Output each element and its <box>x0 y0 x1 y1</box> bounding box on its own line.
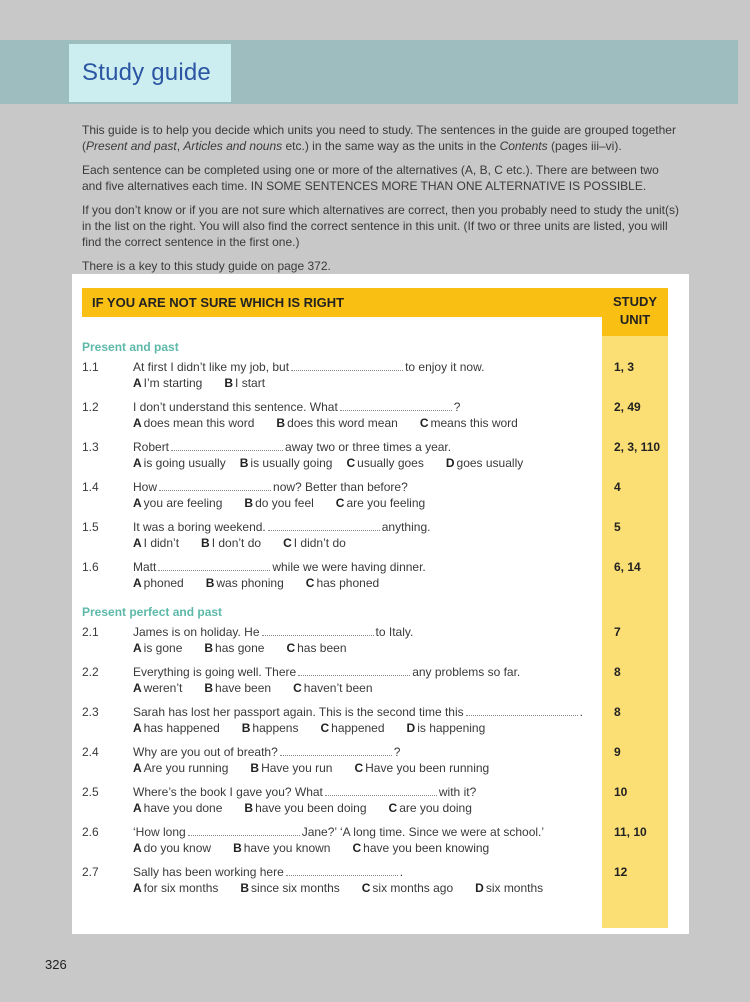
question-number: 2.7 <box>82 865 99 879</box>
alternative-option <box>233 841 330 855</box>
answer-blank <box>262 626 374 636</box>
alternative-letter: A <box>133 496 142 510</box>
answer-blank <box>158 561 270 571</box>
alternative-option <box>346 456 423 470</box>
question-sentence <box>133 745 400 759</box>
alternative-text: has phoned <box>316 576 380 590</box>
question-sentence <box>133 440 451 454</box>
alternative-letter: C <box>320 721 330 735</box>
study-unit-reference: 5 <box>614 520 621 534</box>
alternative-letter: C <box>361 881 371 895</box>
question-sentence <box>133 560 426 574</box>
alternative-letter: C <box>335 496 345 510</box>
answer-blank <box>171 441 283 451</box>
alternative-option <box>240 881 339 895</box>
alternative-letter: B <box>204 641 214 655</box>
alternative-letter: D <box>475 881 484 895</box>
sentence-end: ? <box>393 745 401 759</box>
alternative-option <box>276 416 397 430</box>
question-row <box>82 785 672 821</box>
alternative-option <box>293 681 372 695</box>
alternative-text: I start <box>235 376 266 390</box>
answer-blank <box>291 361 403 371</box>
alternative-text: are you doing <box>399 801 472 815</box>
answer-blank <box>286 866 398 876</box>
study-unit-reference: 10 <box>614 785 628 799</box>
alternative-text: does mean this word <box>143 416 255 430</box>
alternative-letter: B <box>276 416 286 430</box>
title-box <box>69 44 231 102</box>
alternative-text: I didn’t <box>143 536 180 550</box>
alternative-text: is happening <box>417 721 486 735</box>
alternatives <box>133 641 369 655</box>
question-row <box>82 745 672 781</box>
question-row <box>82 560 672 596</box>
sentence-start: Everything is going well. There <box>133 665 297 679</box>
alternative-letter: A <box>133 641 142 655</box>
alternative-option <box>133 881 218 895</box>
alternative-letter: B <box>205 576 215 590</box>
alternative-option <box>240 456 333 470</box>
question-sentence <box>133 400 460 414</box>
question-row <box>82 480 672 516</box>
alternative-option <box>475 881 543 895</box>
answer-blank <box>268 521 380 531</box>
question-number: 2.6 <box>82 825 99 839</box>
alternative-letter: C <box>283 536 292 550</box>
alternative-option <box>446 456 523 470</box>
study-unit-reference: 8 <box>614 705 621 719</box>
alternative-letter: A <box>133 376 142 390</box>
alternative-option <box>224 376 265 390</box>
alternative-option <box>336 496 425 510</box>
alternative-letter: C <box>419 416 429 430</box>
table-header-label: IF YOU ARE NOT SURE WHICH IS RIGHT <box>92 295 345 310</box>
question-number: 1.1 <box>82 360 99 374</box>
sentence-end: any problems so far. <box>412 665 521 679</box>
sentence-end: to Italy. <box>375 625 414 639</box>
question-sentence <box>133 705 583 719</box>
alternative-option <box>244 801 366 815</box>
sentence-start: It was a boring weekend. <box>133 520 266 534</box>
alternative-option <box>250 761 332 775</box>
alternative-letter: B <box>233 841 242 855</box>
alternative-option <box>133 641 182 655</box>
alternative-option <box>244 496 313 510</box>
alternative-option <box>352 841 489 855</box>
alternative-text: has happened <box>143 721 220 735</box>
alternative-letter: B <box>244 801 254 815</box>
study-unit-reference: 11, 10 <box>614 825 647 839</box>
sentence-end: anything. <box>381 520 431 534</box>
page-title: Study guide <box>82 59 211 86</box>
alternative-letter: B <box>240 881 250 895</box>
alternative-text: six months <box>485 881 544 895</box>
alternative-letter: A <box>133 576 142 590</box>
alternative-option <box>133 416 254 430</box>
question-row <box>82 440 672 476</box>
study-unit-reference: 12 <box>614 865 628 879</box>
alternatives <box>133 761 511 775</box>
alternative-option <box>204 641 264 655</box>
alternative-option <box>420 416 518 430</box>
question-sentence <box>133 480 408 494</box>
alternative-option <box>242 721 299 735</box>
sentence-end: away two or three times a year. <box>285 440 452 454</box>
alternative-option <box>133 536 179 550</box>
alternative-text: phoned <box>143 576 184 590</box>
alternative-letter: B <box>241 721 251 735</box>
question-sentence <box>133 625 413 639</box>
alternative-text: usually goes <box>357 456 424 470</box>
alternative-text: for six months <box>143 881 219 895</box>
alternative-option <box>320 721 384 735</box>
question-number: 1.4 <box>82 480 99 494</box>
sentence-start: Sarah has lost her passport again. This is the second time this <box>133 705 464 719</box>
alternative-letter: A <box>133 416 142 430</box>
alternative-letter: A <box>133 801 142 815</box>
alternative-option <box>133 681 182 695</box>
table-header-bar <box>82 288 668 317</box>
alternative-text: are you feeling <box>346 496 426 510</box>
sentence-end: now? Better than before? <box>273 480 408 494</box>
alternative-text: I don’t do <box>211 536 262 550</box>
alternative-text: since six months <box>251 881 340 895</box>
alternative-letter: C <box>293 681 302 695</box>
answer-blank <box>340 401 452 411</box>
question-sentence <box>133 665 520 679</box>
question-number: 1.3 <box>82 440 99 454</box>
alternative-letter: C <box>305 576 315 590</box>
alternative-text: Have you been running <box>365 761 490 775</box>
question-number: 2.4 <box>82 745 99 759</box>
alternative-letter: B <box>204 681 214 695</box>
section-title-present-perfect-past: Present perfect and past <box>82 605 223 619</box>
alternative-letter: C <box>286 641 296 655</box>
sentence-start: Matt <box>133 560 157 574</box>
intro-text <box>82 122 682 282</box>
alternative-text: happens <box>252 721 299 735</box>
alternative-option <box>133 496 222 510</box>
alternative-letter: A <box>133 681 142 695</box>
question-number: 2.3 <box>82 705 99 719</box>
study-unit-reference: 9 <box>614 745 621 759</box>
intro-paragraph-1: This guide is to help you decide which units you need to study. The sentences in the guide are grouped together (Present and past, Articles and nouns etc.) in the same way as the units in the Contents (pages iii–vi). <box>82 123 676 153</box>
sentence-end: to enjoy it now. <box>405 360 485 374</box>
alternative-option <box>133 841 211 855</box>
alternatives <box>133 496 447 510</box>
study-unit-reference: 2, 49 <box>614 400 641 414</box>
alternative-text: have you been doing <box>255 801 367 815</box>
question-number: 2.2 <box>82 665 99 679</box>
alternative-option <box>133 721 220 735</box>
alternatives <box>133 721 507 735</box>
question-row <box>82 360 672 396</box>
alternative-option <box>306 576 379 590</box>
alternative-option <box>133 801 222 815</box>
alternative-text: is usually going <box>250 456 333 470</box>
alternative-letter: B <box>244 496 254 510</box>
alternative-text: have you been knowing <box>363 841 490 855</box>
alternative-option <box>407 721 486 735</box>
alternative-text: have you known <box>243 841 331 855</box>
alternative-text: was phoning <box>216 576 284 590</box>
alternatives <box>133 881 565 895</box>
alternatives <box>133 576 401 590</box>
sentence-start: How <box>133 480 158 494</box>
alternative-text: haven’t been <box>303 681 373 695</box>
question-row <box>82 520 672 556</box>
alternatives <box>133 841 511 855</box>
section-title-present-past: Present and past <box>82 340 179 354</box>
sentence-end: ? <box>453 400 461 414</box>
alternative-letter: B <box>250 761 260 775</box>
alternative-option <box>133 761 228 775</box>
question-number: 2.1 <box>82 625 99 639</box>
alternative-text: Are you running <box>143 761 229 775</box>
alternative-text: Have you run <box>261 761 333 775</box>
alternative-letter: A <box>133 841 142 855</box>
intro-paragraph-3: If you don’t know or if you are not sure which alternatives are correct, then you probably need to study the unit(s) in the list on the right. You will also find the correct sentence in this unit. (If two or three units are listed, you will find the correct sentence in the first one.) <box>82 203 679 249</box>
alternatives <box>133 536 368 550</box>
sentence-start: James is on holiday. He <box>133 625 260 639</box>
sentence-start: ‘How long <box>133 825 186 839</box>
sentence-start: Where’s the book I gave you? What <box>133 785 323 799</box>
alternative-text: do you feel <box>255 496 314 510</box>
alternative-letter: A <box>133 721 142 735</box>
question-row <box>82 625 672 661</box>
question-number: 2.5 <box>82 785 99 799</box>
question-number: 1.6 <box>82 560 99 574</box>
alternative-option <box>206 576 284 590</box>
alternative-option <box>133 456 226 470</box>
answer-blank <box>325 786 437 796</box>
answer-blank <box>159 481 271 491</box>
alternative-option <box>283 536 346 550</box>
study-unit-reference: 7 <box>614 625 621 639</box>
alternatives <box>133 416 540 430</box>
alternative-letter: C <box>388 801 398 815</box>
sentence-end: with it? <box>438 785 477 799</box>
alternative-letter: B <box>239 456 249 470</box>
alternative-text: goes usually <box>456 456 524 470</box>
alternative-text: does this word mean <box>287 416 398 430</box>
alternative-letter: B <box>201 536 210 550</box>
alternative-letter: B <box>224 376 234 390</box>
alternative-text: six months ago <box>372 881 454 895</box>
alternative-text: means this word <box>430 416 518 430</box>
question-row <box>82 400 672 436</box>
alternative-letter: D <box>445 456 455 470</box>
alternative-option <box>389 801 472 815</box>
alternative-option <box>354 761 489 775</box>
sentence-end: Jane?’ ‘A long time. Since we were at school.’ <box>301 825 545 839</box>
page-number: 326 <box>45 957 67 972</box>
intro-paragraph-2: Each sentence can be completed using one or more of the alternatives (A, B, C etc.). There are between two and five alternatives each time. IN SOME SENTENCES MORE THAN ONE ALTERNATIVE IS POSSIBLE. <box>82 163 659 193</box>
study-unit-header: STUDY UNIT <box>602 288 668 336</box>
alternative-text: weren’t <box>143 681 183 695</box>
question-row <box>82 825 672 861</box>
sentence-end: while we were having dinner. <box>272 560 426 574</box>
alternative-text: I didn’t do <box>293 536 346 550</box>
answer-blank <box>466 706 578 716</box>
alternative-text: have you done <box>143 801 223 815</box>
alternative-letter: A <box>133 536 142 550</box>
alternative-text: has been <box>297 641 347 655</box>
sentence-start: I don’t understand this sentence. What <box>133 400 338 414</box>
alternative-text: is going usually <box>143 456 226 470</box>
alternatives <box>133 801 494 815</box>
question-sentence <box>133 865 403 879</box>
question-row <box>82 665 672 701</box>
alternative-option <box>362 881 453 895</box>
alternative-letter: C <box>346 456 356 470</box>
alternative-text: have been <box>215 681 272 695</box>
question-sentence <box>133 785 476 799</box>
answer-blank <box>188 826 300 836</box>
question-sentence <box>133 520 430 534</box>
alternative-text: do you know <box>143 841 212 855</box>
answer-blank <box>280 746 392 756</box>
sentence-end: . <box>579 705 583 719</box>
sentence-start: At first I didn’t like my job, but <box>133 360 290 374</box>
alternative-text: I’m starting <box>143 376 203 390</box>
alternative-text: is gone <box>143 641 183 655</box>
study-unit-reference: 6, 14 <box>614 560 641 574</box>
question-sentence <box>133 825 544 839</box>
answer-blank <box>298 666 410 676</box>
question-number: 1.2 <box>82 400 99 414</box>
alternatives <box>133 456 545 470</box>
question-sentence <box>133 360 484 374</box>
question-row <box>82 705 672 741</box>
sentence-start: Sally has been working here <box>133 865 284 879</box>
sentence-start: Robert <box>133 440 170 454</box>
study-unit-reference: 8 <box>614 665 621 679</box>
alternative-letter: A <box>133 456 142 470</box>
alternative-letter: C <box>352 841 362 855</box>
study-unit-reference: 4 <box>614 480 621 494</box>
alternative-letter: A <box>133 761 142 775</box>
question-number: 1.5 <box>82 520 99 534</box>
alternative-text: has gone <box>215 641 265 655</box>
alternative-option <box>201 536 261 550</box>
alternative-letter: C <box>354 761 364 775</box>
alternatives <box>133 681 395 695</box>
sentence-start: Why are you out of breath? <box>133 745 278 759</box>
sentence-end: . <box>399 865 404 879</box>
alternatives <box>133 376 287 390</box>
alternative-letter: A <box>133 881 142 895</box>
study-unit-reference: 1, 3 <box>614 360 635 374</box>
alternative-option <box>133 376 202 390</box>
alternative-option <box>204 681 271 695</box>
study-unit-reference: 2, 3, 110 <box>614 440 661 454</box>
alternative-text: happened <box>331 721 385 735</box>
intro-paragraph-4: There is a key to this study guide on page 372. <box>82 259 331 273</box>
alternative-option <box>133 576 184 590</box>
alternative-text: you are feeling <box>143 496 223 510</box>
alternative-option <box>286 641 346 655</box>
alternative-letter: D <box>406 721 416 735</box>
question-row <box>82 865 672 901</box>
